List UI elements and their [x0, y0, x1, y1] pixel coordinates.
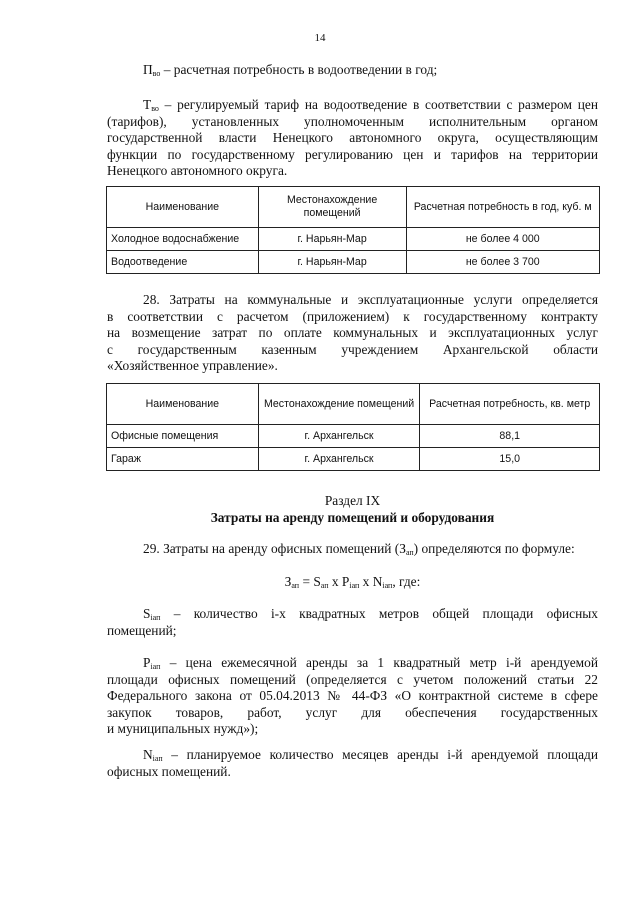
- table-cell: 15,0: [420, 448, 600, 471]
- text-line: – планируемое количество месяцев аренды i-й арендуемой площади: [162, 747, 598, 762]
- subscript: ап: [320, 581, 329, 590]
- subscript: iап: [150, 613, 161, 622]
- table-cell: Гараж: [107, 448, 259, 471]
- text-line: Федерального закона от 05.04.2013 № 44-ФЗ «О контрактной системе в сфере: [107, 688, 598, 704]
- text-line: и муниципальных нужд»);: [107, 721, 259, 737]
- subscript: iап: [150, 662, 161, 671]
- paragraph-t-vo: [107, 97, 598, 180]
- text-line: – регулируемый тариф на водоотведение в соответствии с размером цен: [158, 97, 598, 112]
- page-number: 14: [314, 32, 326, 44]
- symbol: N: [143, 747, 153, 762]
- formula-symbol: = S: [299, 574, 321, 589]
- section-title: Раздел IX: [324, 493, 381, 508]
- text-line: закупок товаров, работ, услуг для обеспечения государственных: [107, 704, 598, 720]
- text-line: Ненецкого автономного округа.: [107, 163, 288, 179]
- symbol: P: [143, 655, 151, 670]
- text-line: 28. Затраты на коммунальные и эксплуатационные услуги определяется: [143, 292, 598, 307]
- text-line: площади офисных помещений (определяется с учетом положений статьи 22: [107, 671, 598, 687]
- subscript: iап: [382, 581, 393, 590]
- table-header-cell: Местонахождение помещений: [258, 384, 420, 425]
- paragraph-28: [107, 292, 598, 375]
- symbol: Т: [143, 97, 152, 112]
- subscript: ап: [405, 548, 414, 557]
- table-cell: Холодное водоснабжение: [107, 228, 259, 251]
- table-cell: Водоотведение: [107, 251, 259, 274]
- formula-symbol: x P: [328, 574, 350, 589]
- subscript: во: [152, 69, 161, 78]
- definition-s: [107, 606, 598, 639]
- text-line: офисных помещений.: [107, 763, 231, 779]
- symbol: П: [143, 62, 153, 77]
- paragraph-29: [107, 541, 598, 558]
- table-cell: не более 4 000: [406, 228, 600, 251]
- table-cell: г. Архангельск: [258, 448, 420, 471]
- text-line: государственной власти Ненецкого автономного округа, осуществляющим: [107, 130, 598, 146]
- table-cell: г. Архангельск: [258, 425, 420, 448]
- text-line: – цена ежемесячной аренды за 1 квадратный метр i-й арендуемой: [160, 655, 598, 670]
- formula-text: , где:: [392, 574, 421, 589]
- table-header-cell: Местонахождение помещений: [258, 187, 406, 228]
- formula-symbol: x N: [359, 574, 383, 589]
- definition-n: [107, 747, 598, 780]
- table-header-cell: Наименование: [107, 187, 259, 228]
- subscript: во: [151, 104, 159, 113]
- text-line: помещений;: [107, 622, 177, 638]
- subscript: iап: [152, 754, 163, 763]
- table-header-row: [107, 384, 600, 425]
- table-row: [107, 228, 600, 251]
- subscript: ап: [291, 581, 300, 590]
- premises-table: [106, 383, 600, 471]
- table-header-cell: Наименование: [107, 384, 259, 425]
- table-cell: г. Нарьян-Мар: [258, 251, 406, 274]
- table-header-cell: Расчетная потребность в год, куб. м: [406, 187, 600, 228]
- text-line: с государственным казенным учреждением Архангельской области: [107, 341, 598, 357]
- water-table: [106, 186, 600, 274]
- text-line: в соответствии с расчетом (приложением) к государственному контракту: [107, 308, 598, 324]
- table-cell: 88,1: [420, 425, 600, 448]
- text-line: – количество i-х квадратных метров общей площади офисных: [160, 606, 598, 621]
- table-cell: Офисные помещения: [107, 425, 259, 448]
- text-line: «Хозяйственное управление».: [107, 358, 278, 374]
- paragraph-p-vo: [107, 62, 598, 79]
- section-subtitle: Затраты на аренду помещений и оборудования: [210, 510, 495, 525]
- table-header-cell: Расчетная потребность, кв. метр: [420, 384, 600, 425]
- definition-text: – расчетная потребность в водоотведении в год;: [160, 62, 438, 77]
- text-line: функции по государственному регулированию цен и тарифов на территории: [107, 146, 598, 162]
- table-cell: не более 3 700: [406, 251, 600, 274]
- table-row: [107, 251, 600, 274]
- rent-formula: [107, 574, 598, 591]
- table-row: [107, 448, 600, 471]
- table-row: [107, 425, 600, 448]
- definition-p: [107, 655, 598, 738]
- text-line: (тарифов), установленных уполномоченным исполнительным органом: [107, 113, 598, 129]
- text-line: на возмещение затрат по оплате коммунальных и эксплуатационных услуг: [107, 325, 598, 341]
- table-cell: г. Нарьян-Мар: [258, 228, 406, 251]
- formula-symbol: З: [284, 574, 292, 589]
- text-part: 29. Затраты на аренду офисных помещений (З: [143, 541, 406, 556]
- symbol: S: [143, 606, 151, 621]
- text-part: ) определяются по формуле:: [413, 541, 575, 556]
- table-header-row: [107, 187, 600, 228]
- subscript: iап: [349, 581, 360, 590]
